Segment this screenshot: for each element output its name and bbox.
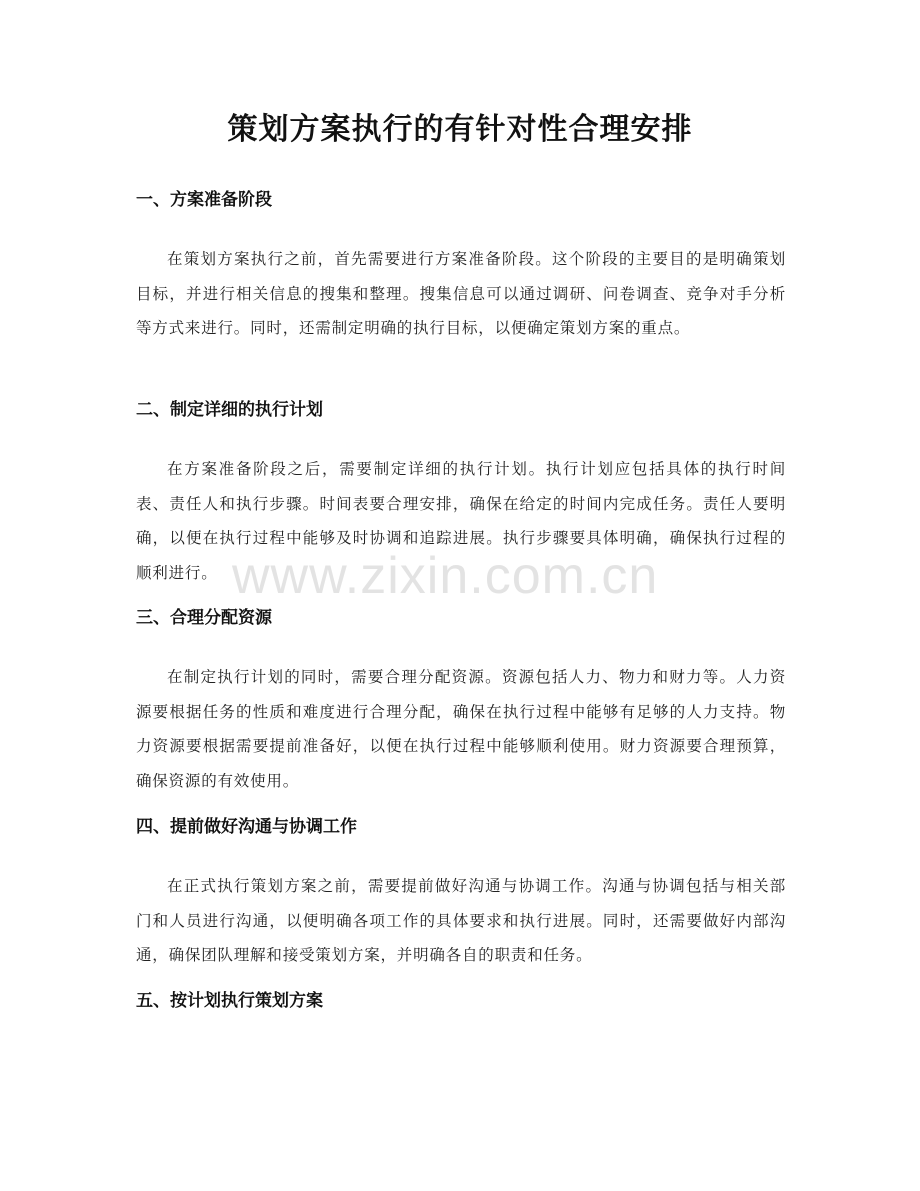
section-5 [136, 989, 786, 1013]
section-heading: 二、制定详细的执行计划 [136, 400, 323, 420]
section-1 [136, 188, 786, 346]
section-heading: 一、方案准备阶段 [136, 190, 272, 210]
section-heading: 四、提前做好沟通与协调工作 [136, 817, 357, 837]
section-paragraph: 在正式执行策划方案之前，需要提前做好沟通与协调工作。沟通与协调包括与相关部门和人员进行沟通，以便明确各项工作的具体要求和执行进展。同时，还需要做好内部沟通，确保团队理解和接受策划方案，并明确各自的职责和任务。 [136, 877, 786, 964]
section-2 [136, 398, 786, 590]
section-3 [136, 606, 786, 798]
section-heading: 三、合理分配资源 [136, 608, 272, 628]
watermark-text: www.zixin.com.cn [232, 547, 659, 605]
section-paragraph: 在策划方案执行之前，首先需要进行方案准备阶段。这个阶段的主要目的是明确策划目标，并进行相关信息的搜集和整理。搜集信息可以通过调研、问卷调查、竞争对手分析等方式来进行。同时，还需制定明确的执行目标，以便确定策划方案的重点。 [136, 250, 786, 337]
section-paragraph: 在方案准备阶段之后，需要制定详细的执行计划。执行计划应包括具体的执行时间表、责任人和执行步骤。时间表要合理安排，确保在给定的时间内完成任务。责任人要明确，以便在执行过程中能够及时协调和追踪进展。执行步骤要具体明确，确保执行过程的顺利进行。 [136, 460, 786, 582]
section-4 [136, 815, 786, 973]
section-paragraph: 在制定执行计划的同时，需要合理分配资源。资源包括人力、物力和财力等。人力资源要根据任务的性质和难度进行合理分配，确保在执行过程中能够有足够的人力支持。物力资源要根据需要提前准备好，以便在执行过程中能够顺利使用。财力资源要合理预算，确保资源的有效使用。 [136, 668, 786, 790]
document-title: 策划方案执行的有针对性合理安排 [227, 112, 693, 147]
section-heading: 五、按计划执行策划方案 [136, 991, 323, 1011]
